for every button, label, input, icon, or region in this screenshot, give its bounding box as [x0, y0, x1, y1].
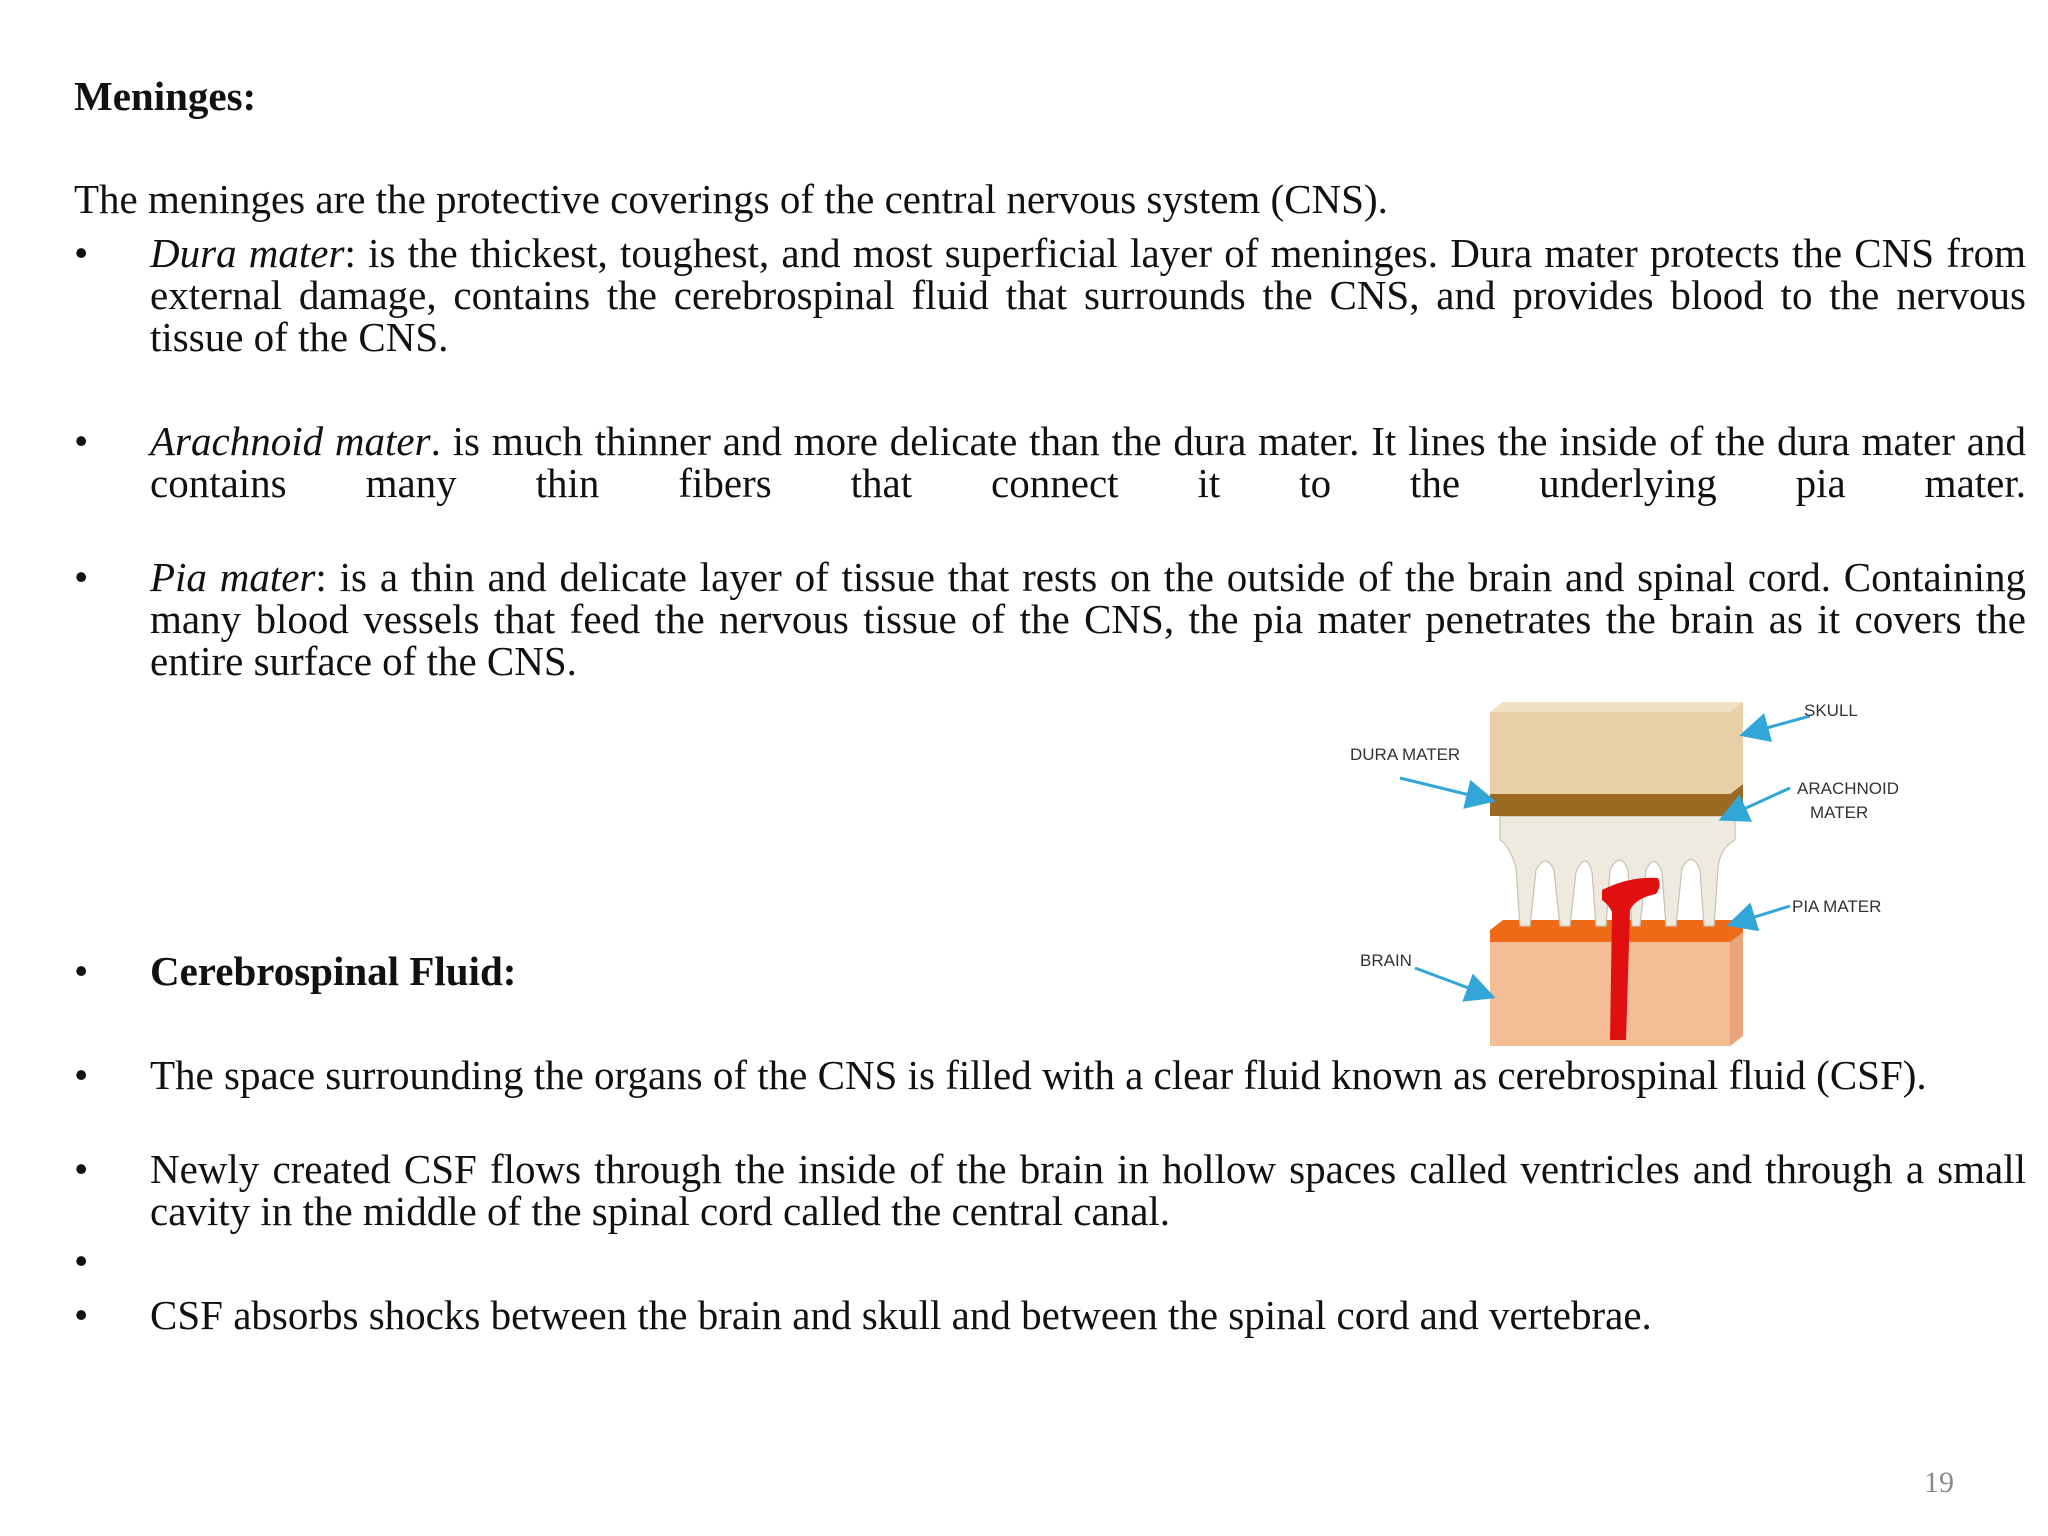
- bullet-marker: •: [74, 1052, 89, 1098]
- list-item-body: The space surrounding the organs of the CNS is filled with a clear fluid known as cerebrospinal fluid (CSF).: [150, 1052, 1927, 1098]
- label-arachnoid-line2: MATER: [1810, 803, 1869, 822]
- term-pia-mater: Pia mater: [150, 554, 316, 600]
- section-heading-csf: Cerebrospinal Fluid:: [150, 948, 517, 994]
- term-separator: :: [344, 230, 369, 276]
- term-dura-mater: Dura mater: [150, 230, 345, 276]
- definition-arachnoid-mater: is much thinner and more delicate than the dura mater. It lines the inside of the dura mater and contains many thin fibers that connect it to the underlying pia mater.: [150, 418, 2026, 506]
- skull-layer-front: [1490, 712, 1730, 794]
- list-item-body: CSF absorbs shocks between the brain and skull and between the spinal cord and vertebrae.: [150, 1292, 1652, 1338]
- list-item-body: Newly created CSF flows through the inside of the brain in hollow spaces called ventricles and through a small cavity in the middle of the spinal cord called the central canal.: [150, 1146, 2026, 1234]
- list-item-body: [150, 556, 2026, 682]
- brain-layer-front: [1490, 940, 1730, 1046]
- bullet-marker: •: [74, 554, 89, 600]
- definition-dura-mater: is the thickest, toughest, and most superficial layer of meninges. Dura mater protects the CNS from external damage, contains the cerebrospinal fluid that surrounds the CNS, and provides blood to the nervous tissue of the CNS.: [150, 230, 2026, 360]
- brain-layer-side: [1730, 930, 1743, 1046]
- term-arachnoid-mater: Arachnoid mater: [150, 418, 431, 464]
- term-separator: .: [430, 418, 453, 464]
- page-title: Meninges:: [74, 73, 257, 119]
- bullet-marker: •: [74, 948, 89, 994]
- skull-layer-side: [1730, 702, 1743, 794]
- page-number: 19: [1924, 1466, 1954, 1499]
- label-pia-mater: PIA MATER: [1792, 897, 1882, 916]
- bullet-marker: •: [74, 1146, 89, 1192]
- bullet-marker: •: [74, 1238, 89, 1284]
- label-brain: BRAIN: [1360, 951, 1412, 970]
- intro-paragraph: The meninges are the protective coverings of the central nervous system (CNS).: [74, 176, 1388, 222]
- meninges-diagram-svg: [1340, 690, 1920, 1050]
- term-separator: :: [315, 554, 340, 600]
- label-dura-mater: DURA MATER: [1350, 745, 1461, 764]
- bullet-marker: •: [74, 1292, 89, 1338]
- list-item-body: [150, 420, 2026, 504]
- meninges-diagram: [1340, 690, 1920, 1050]
- bullet-marker: •: [74, 418, 89, 464]
- label-arachnoid-line1: ARACHNOID: [1797, 779, 1900, 798]
- bullet-marker: •: [74, 230, 89, 276]
- dura-mater-layer: [1490, 794, 1730, 816]
- pia-mater-layer: [1490, 930, 1730, 942]
- list-item-body: [150, 232, 2026, 358]
- label-skull: SKULL: [1804, 701, 1858, 720]
- definition-pia-mater: is a thin and delicate layer of tissue that rests on the outside of the brain and spinal cord. Containing many blood vessels that feed the nervous tissue of the CNS, the pia mater penetrates the brain as it covers the entire surface of the CNS.: [150, 554, 2026, 684]
- skull-layer-top: [1490, 702, 1743, 712]
